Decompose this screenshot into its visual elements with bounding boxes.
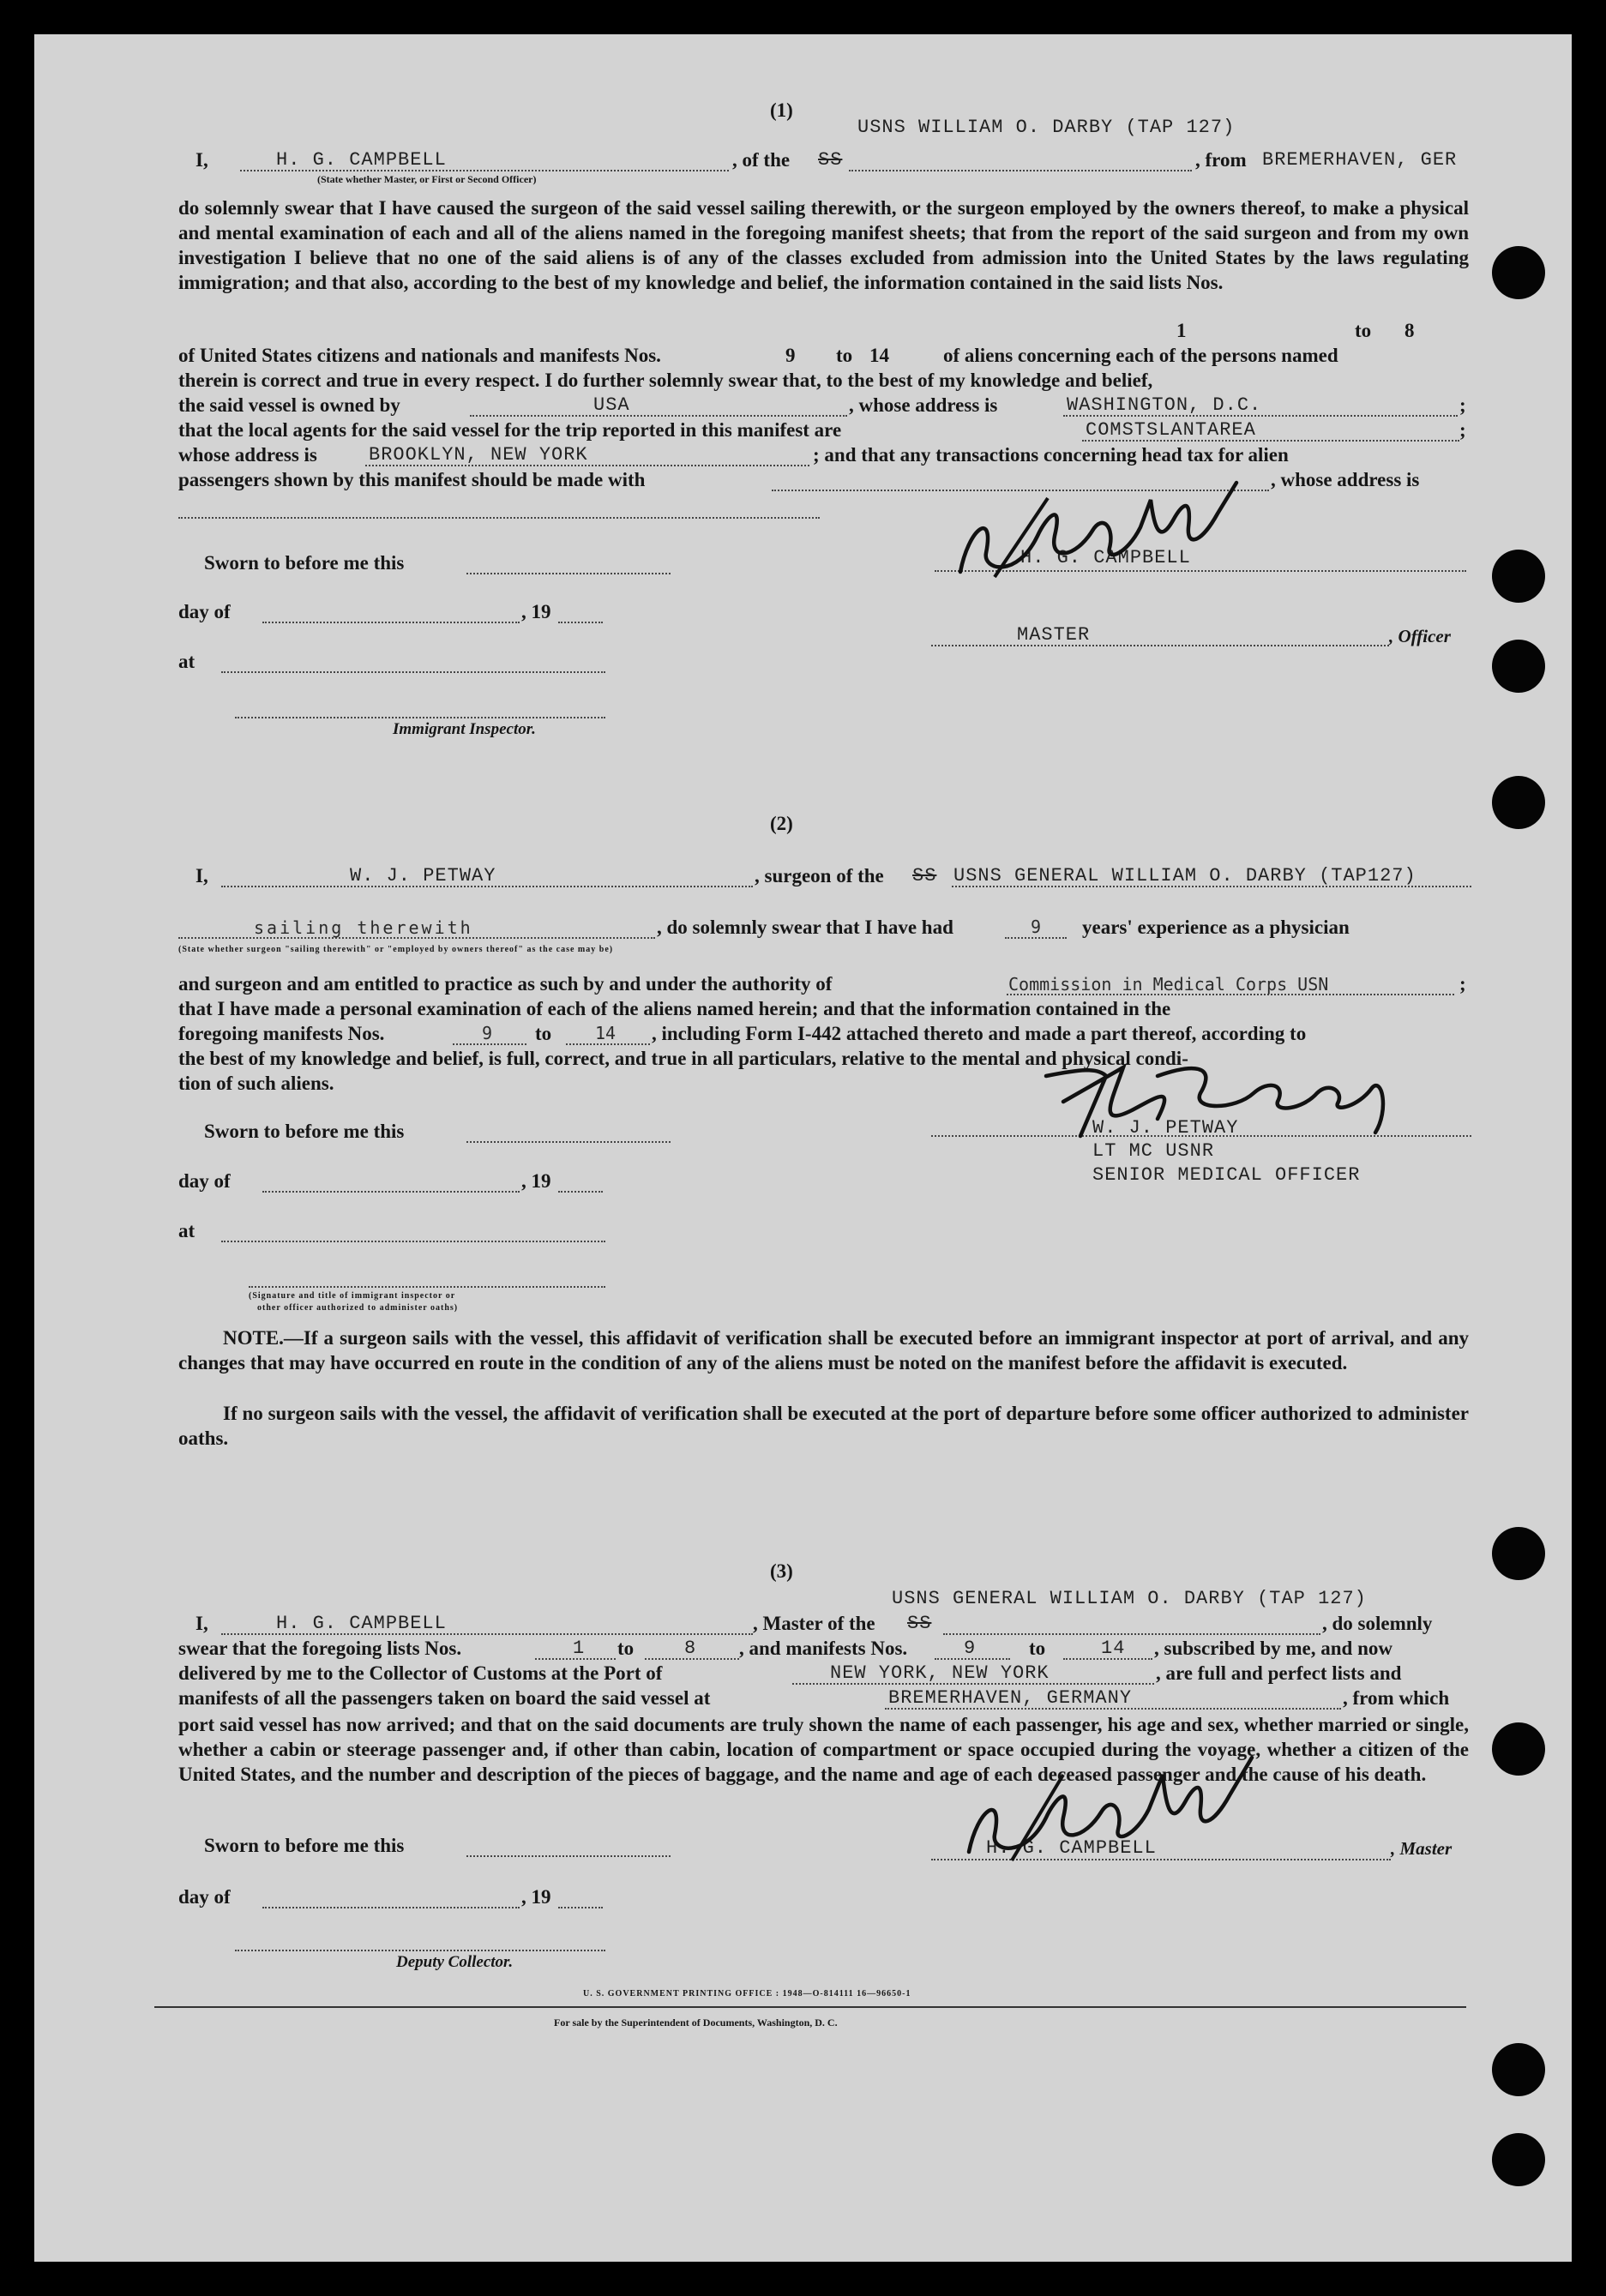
s3-lists-to-label: to [617,1638,635,1659]
section-1-pronoun: I, [195,149,208,171]
officer-name[interactable]: H. G. CAMPBELL [276,149,447,171]
day-of-label-3: day of [178,1886,231,1908]
day-line-2 [262,1191,520,1193]
at-label-1: at [178,651,195,672]
vessel-line [849,170,1192,171]
petway-signature [1029,1050,1415,1153]
full-lists-label: , are full and perfect lists and [1156,1662,1402,1684]
title-line-1 [931,645,1389,646]
s3-manifests-from[interactable]: 9 [964,1638,977,1659]
binder-hole [1492,640,1545,693]
manifests-line-post: of aliens concerning each of the persons named [943,345,1338,366]
year-line-1 [558,622,603,623]
section-3-vessel-name[interactable]: USNS GENERAL WILLIAM O. DARBY (TAP 127) [892,1588,1367,1609]
inspector-line-1 [235,717,605,718]
campbell-signature-1 [935,476,1278,596]
surgeon-role: SENIOR MEDICAL OFFICER [1092,1164,1361,1186]
head-tax-line-2: passengers shown by this manifest should be made with [178,469,646,490]
from-port[interactable]: BREMERHAVEN, GER [1262,149,1458,171]
at-line-1 [221,671,605,673]
surgeon-manifests-to-label: to [535,1023,552,1044]
owner-address-label: , whose address is [849,394,998,416]
binder-hole [1492,2133,1545,2186]
authority-semicolon: ; [1459,973,1466,995]
day-of-label-1: day of [178,601,231,622]
binder-hole [1492,2043,1545,2096]
surgeon-manifests-label: foregoing manifests Nos. [178,1023,385,1044]
surgeon-vessel-line [952,886,1471,887]
year-prefix-3: , 19 [521,1886,551,1908]
solemnly-label: , do solemnly [1322,1613,1433,1634]
s3-lists-from[interactable]: 1 [573,1638,586,1659]
section-3-pronoun: I, [195,1613,208,1634]
and-manifests-label: , and manifests Nos. [739,1638,908,1659]
sailing-caption: (State whether surgeon "sailing therewith" or "employed by owners thereof" as the case may be) [178,945,614,954]
arrival-port[interactable]: NEW YORK, NEW YORK [830,1662,1050,1684]
master-signature-typed-3: H. G. CAMPBELL [986,1837,1157,1859]
authority-label: and surgeon and am entitled to practice as such by and under the authority of [178,973,833,995]
inspector-caption-2: other officer authorized to administer oaths) [257,1303,459,1313]
sworn-line-2 [466,1141,671,1143]
section-1-vessel-name: USNS WILLIAM O. DARBY (TAP 127) [857,117,1236,138]
subscribed-label: , subscribed by me, and now [1154,1638,1392,1659]
departure-port[interactable]: BREMERHAVEN, GERMANY [888,1687,1133,1709]
inspector-line-2 [249,1286,605,1288]
years-text: years' experience as a physician [1082,917,1350,938]
s3-manifests-to[interactable]: 14 [1101,1638,1126,1659]
at-label-2: at [178,1220,195,1241]
owner-semicolon: ; [1459,394,1466,416]
head-tax-tail: , whose address is [1271,469,1420,490]
collector-line [235,1950,605,1951]
footer-rule [154,2006,1466,2008]
day-of-label-2: day of [178,1170,231,1192]
master-vessel-type-struck: SS [907,1613,932,1634]
sailing-status[interactable]: sailing therewith [254,917,473,938]
form-sheet [34,34,1572,2262]
surgeon-manifests-to[interactable]: 14 [595,1023,617,1043]
master-name[interactable]: H. G. CAMPBELL [276,1613,447,1634]
master-signature-typed: H. G. CAMPBELL [1020,547,1191,568]
note-paragraph-2: If no surgeon sails with the vessel, the affidavit of verification shall be executed at the port of departure before some officer authorized to administer oaths. [178,1403,1469,1449]
year-line-2 [558,1191,603,1193]
best-knowledge-line: the best of my knowledge and belief, is full, correct, and true in all particulars, relative to the mental and physical condi- [178,1048,1188,1069]
taken-on-board-label: manifests of all the passengers taken on board the said vessel at [178,1687,711,1709]
sworn-label-3: Sworn to before me this [204,1835,405,1856]
vessel-type-struck: SS [818,149,843,171]
inspector-label: Immigrant Inspector. [393,720,536,738]
swear-lists-label: swear that the foregoing lists Nos. [178,1638,462,1659]
day-line-3 [262,1907,520,1908]
sworn-label-1: Sworn to before me this [204,552,405,574]
agents-label: that the local agents for the said vessel for the trip reported in this manifest are [178,419,842,441]
condition-line: tion of such aliens. [178,1073,334,1094]
examination-line: that I have made a personal examination of each of the aliens named herein; and that the information contained in the [178,998,1171,1019]
section-1-oath-text: do solemnly swear that I have caused the surgeon of the said vessel sailing therewith, or the surgeon employed by the owners thereof, to make a physical and mental examination of each and all of the aliens named in the foregoing manifest sheets; that from the report of the said surgeon and from my own investigation I believe that no one of the said aliens is of any of the classes excluded from admission into the United States by the laws regulating immigration; and that also, according to the best of my knowledge and belief, the information contained in the said lists Nos. [178,197,1469,293]
surgeon-of-label: , surgeon of the [755,865,884,887]
surgeon-manifests-from-line [453,1043,526,1045]
binder-hole [1492,776,1545,829]
gpo-imprint: U. S. GOVERNMENT PRINTING OFFICE : 1948—O-814111 16—96650-1 [583,1989,911,1998]
day-line-1 [262,622,520,623]
manifests-from[interactable]: 9 [785,345,796,366]
manifests-line-pre: of United States citizens and nationals and manifests Nos. [178,345,661,366]
head-tax-text: ; and that any transactions concerning head tax for alien [813,444,1289,466]
sworn-line-3 [466,1855,671,1857]
of-the-label: , of the [732,149,791,171]
collector-label: Deputy Collector. [396,1953,514,1971]
master-of-label: , Master of the [753,1613,875,1634]
agents-semicolon: ; [1459,419,1466,441]
sworn-line-1 [466,573,671,574]
officer-label: , Officer [1389,626,1451,646]
from-label: , from [1195,149,1247,171]
sworn-label-2: Sworn to before me this [204,1121,405,1142]
at-line-2 [221,1241,605,1242]
owner[interactable]: USA [593,394,630,416]
manifests-to[interactable]: 14 [869,345,889,366]
campbell-signature-3 [943,1749,1329,1878]
section-2-pronoun: I, [195,865,208,887]
manifests-to-label: to [836,345,853,366]
delivered-label: delivered by me to the Collector of Customs at the Port of [178,1662,663,1684]
year-line-3 [558,1907,603,1908]
section-3-number: (3) [770,1560,793,1582]
note-paragraph-1: NOTE.—If a surgeon sails with the vessel, this affidavit of verification shall be executed before an immigrant inspector at port of arrival, and any changes that may have occurred en route in the condition of any of the aliens must be noted on the manifest before the affidavit is executed. [178,1327,1469,1373]
officer-caption: (State whether Master, or First or Second Officer) [317,173,537,185]
master-vessel-line [943,1633,1320,1635]
s3-manifests-to-label: to [1029,1638,1046,1659]
owner-line [470,415,847,417]
from-which-label: , from which [1343,1687,1450,1709]
master-label: , Master [1391,1838,1453,1859]
binder-hole [1492,246,1545,299]
lists-to[interactable]: 8 [1404,320,1415,341]
s3-lists-to[interactable]: 8 [684,1638,697,1659]
surgeon-vessel-name[interactable]: USNS GENERAL WILLIAM O. DARBY (TAP127) [953,865,1417,887]
surgeon-manifests-to-line [566,1043,650,1045]
years-line [1005,937,1067,939]
head-tax-address-line [178,517,820,519]
swear-text: , do solemnly swear that I have had [657,917,953,938]
binder-hole [1492,550,1545,603]
inspector-caption-1: (Signature and title of immigrant inspector or [249,1291,456,1301]
authority[interactable]: Commission in Medical Corps USN [1008,974,1329,995]
including-text: , including Form I-442 attached thereto and made a part thereof, according to [652,1023,1307,1044]
agents[interactable]: COMSTSLANTAREA [1086,419,1256,441]
agents-address-label: whose address is [178,444,317,466]
correct-true-line: therein is correct and true in every respect. I do further solemnly swear that, to the best of my knowledge and belief, [178,370,1153,391]
surgeon-manifests-from[interactable]: 9 [482,1023,493,1043]
agents-address[interactable]: BROOKLYN, NEW YORK [369,444,588,466]
lists-to-label: to [1355,320,1372,341]
lists-from[interactable]: 1 [1176,320,1187,341]
surgeon-vessel-type-struck: SS [912,865,937,887]
surgeon-signature-typed: W. J. PETWAY [1092,1117,1239,1139]
section-3-body: port said vessel has now arrived; and that on the said documents are truly shown the name of each passenger, his age and sex, whether married or single, whether a cabin or steerage passenger and, if other than cabin, location of compartment or space occupied during the voyage, whether a citizen of the United States, and the number and description of the pieces of baggage, and the name and age of each deceased passenger and the cause of his death. [178,1714,1469,1785]
section-2-number: (2) [770,813,793,834]
owner-address[interactable]: WASHINGTON, D.C. [1067,394,1262,416]
surgeon-name[interactable]: W. J. PETWAY [350,865,496,887]
binder-hole [1492,1722,1545,1776]
surgeon-rank: LT MC USNR [1092,1140,1215,1162]
section-1-number: (1) [770,99,793,121]
year-prefix-2: , 19 [521,1170,551,1192]
year-prefix-1: , 19 [521,601,551,622]
owned-by-label: the said vessel is owned by [178,394,400,416]
master-title: MASTER [1017,624,1091,646]
binder-hole [1492,1527,1545,1580]
sale-notice: For sale by the Superintendent of Documents, Washington, D. C. [554,2017,838,2029]
years-experience[interactable]: 9 [1031,917,1042,937]
